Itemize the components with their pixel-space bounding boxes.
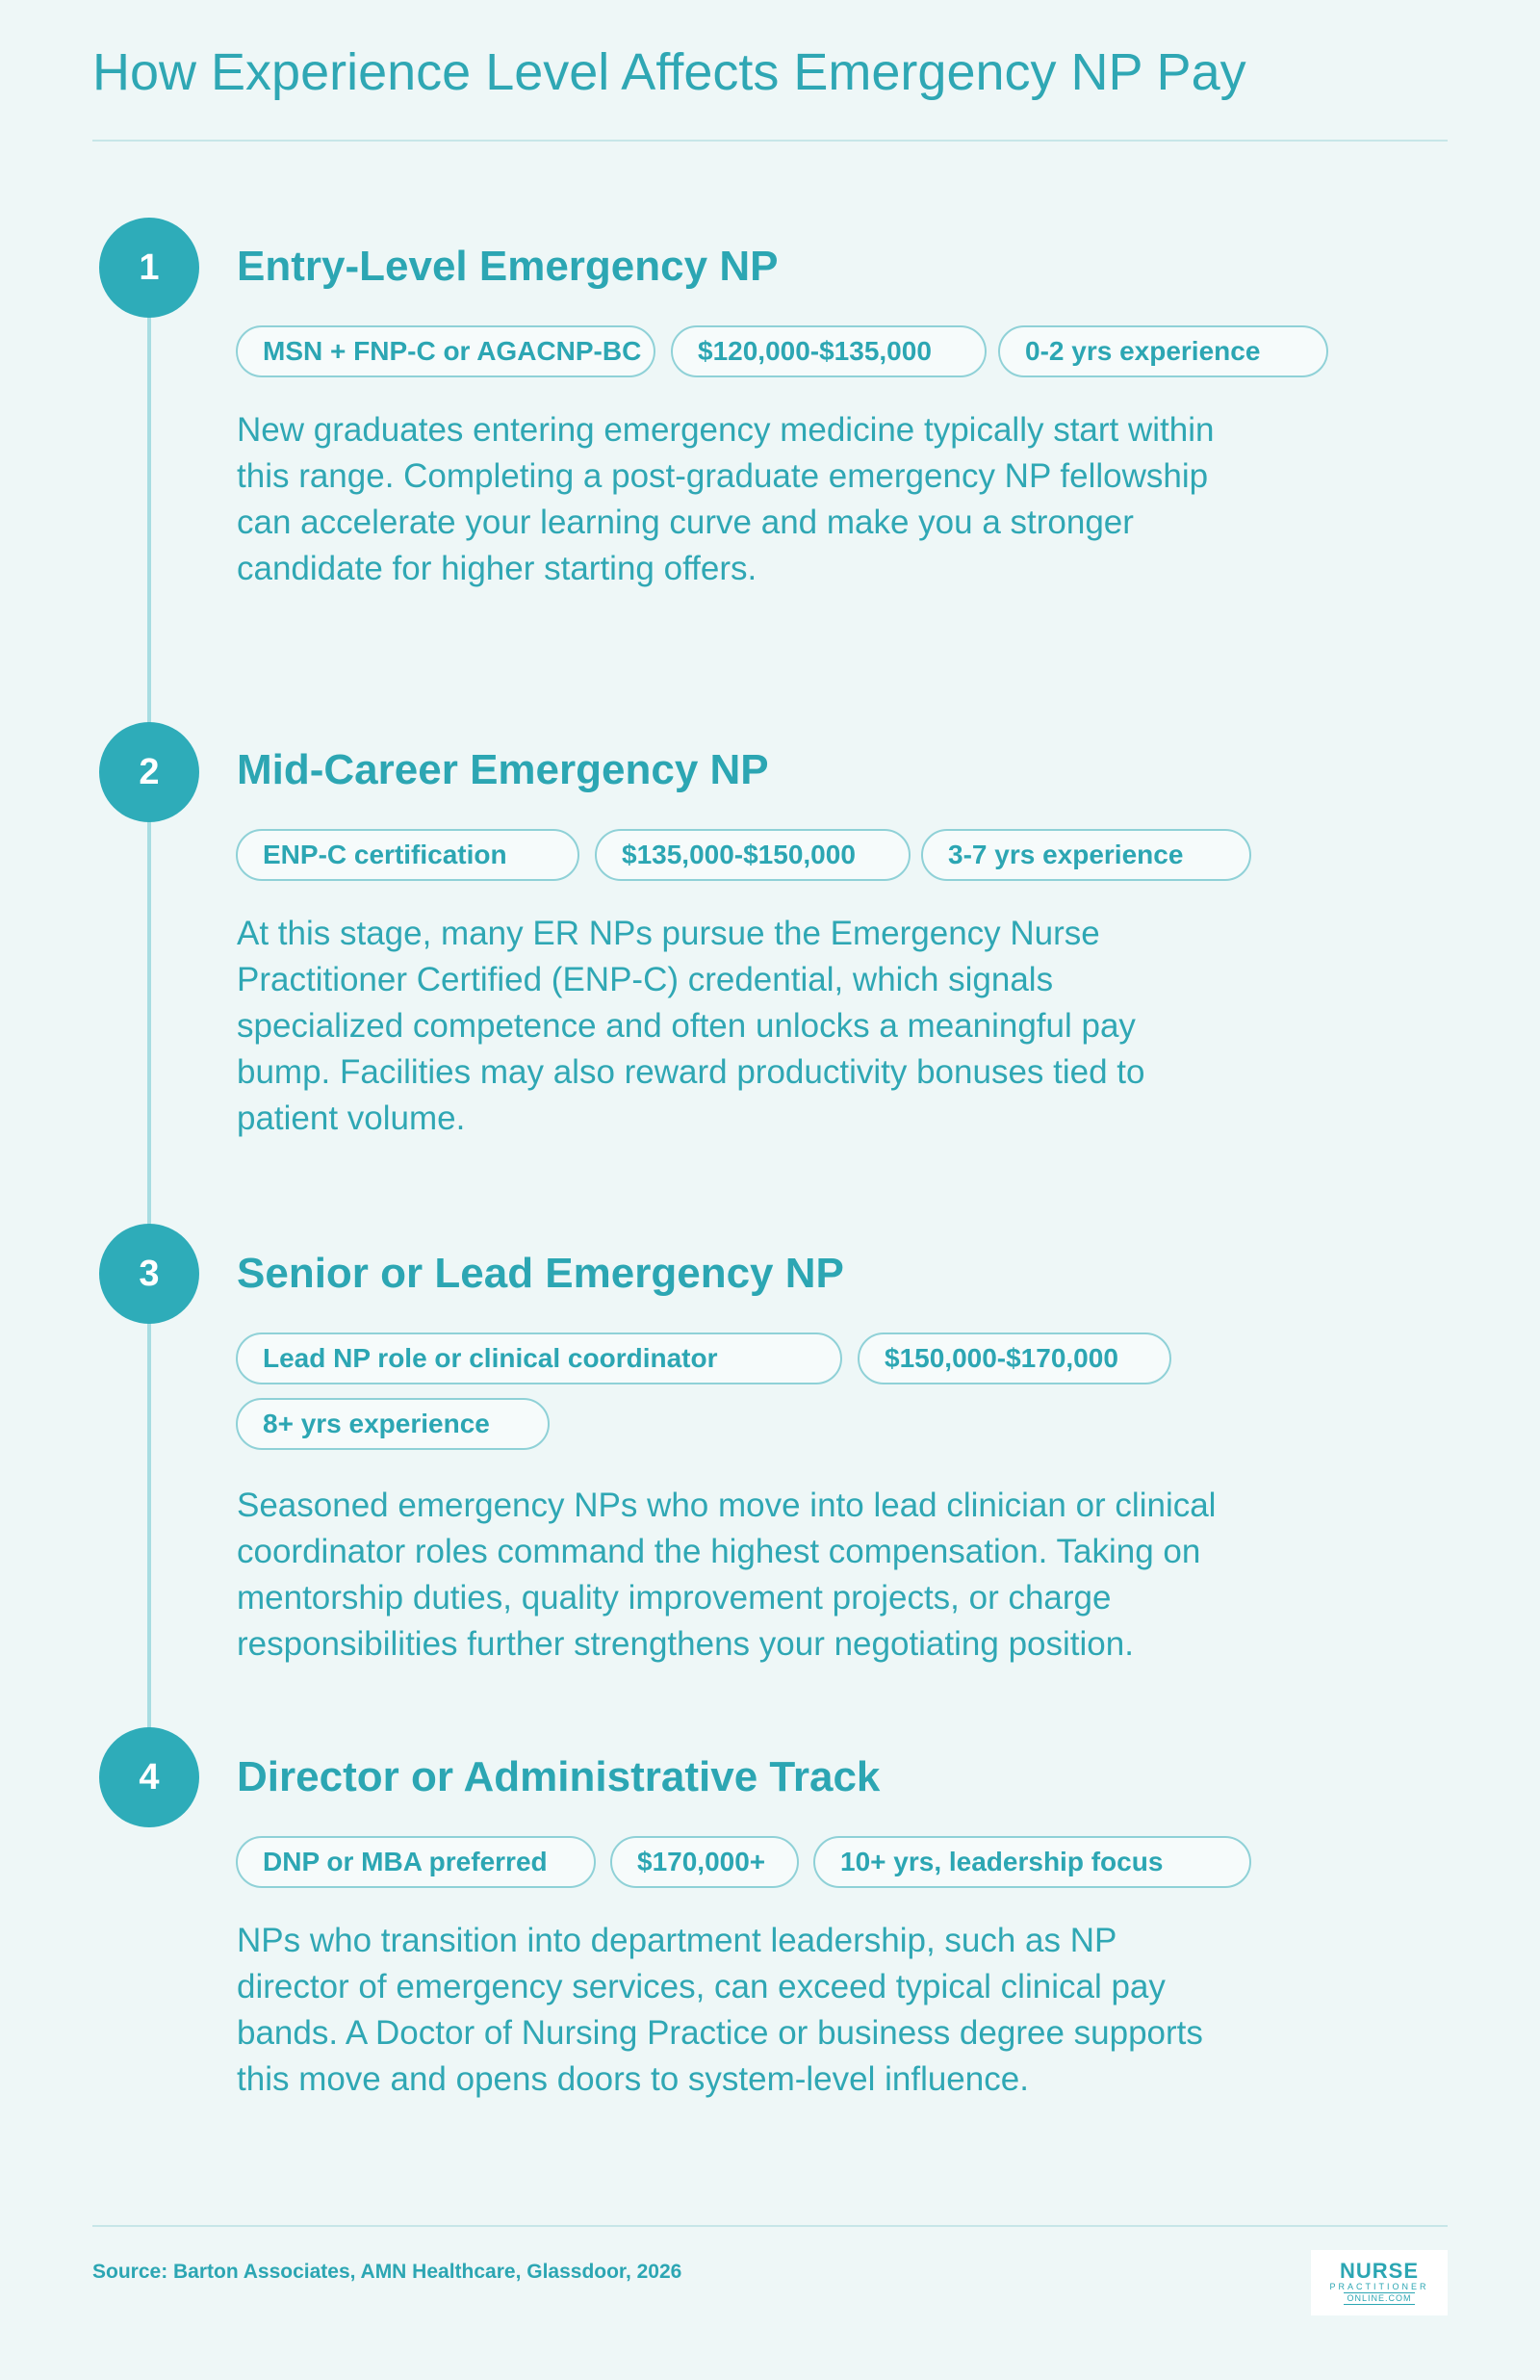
step-description: Seasoned emergency NPs who move into lead clinician or clinical coordinator roles command the highest compensation. Taking on mentorship duties, quality improvement projects, or charge responsibilities further strengthens your negotiating position.: [237, 1487, 1217, 1663]
step-title: Entry-Level Emergency NP: [237, 243, 779, 290]
step-description: At this stage, many ER NPs pursue the Emergency Nurse Practitioner Certified (ENP-C) credential, which signals specialized competence and often unlocks a meaningful pay bump. Facilities may also reward productivity bonuses tied to patient volume.: [237, 915, 1145, 1137]
credential-tag: MSN + FNP-C or AGACNP-BC: [236, 325, 655, 377]
salary-tag: $120,000-$135,000: [671, 325, 987, 377]
experience-tag: 0-2 yrs experience: [998, 325, 1328, 377]
brand-logo: [1311, 2250, 1448, 2315]
step-number-badge: 2: [99, 722, 199, 822]
credential-tag: ENP-C certification: [236, 829, 579, 881]
step-description: NPs who transition into department leadership, such as NP director of emergency services, can exceed typical clinical pay bands. A Doctor of Nursing Practice or business degree supports this move and opens doors to system-level influence.: [237, 1922, 1203, 2098]
footer-divider: [92, 2225, 1448, 2227]
step-number-badge: 3: [99, 1224, 199, 1324]
step-number-badge: 1: [99, 218, 199, 318]
logo-line-1: NURSE: [1339, 2259, 1419, 2283]
credential-tag: DNP or MBA preferred: [236, 1836, 596, 1888]
step-title: Mid-Career Emergency NP: [237, 746, 769, 793]
logo-line-3: ONLINE.COM: [1344, 2292, 1414, 2305]
logo-line-2: PRACTITIONER: [1329, 2282, 1429, 2291]
credential-tag: Lead NP role or clinical coordinator: [236, 1332, 842, 1384]
salary-tag: $170,000+: [610, 1836, 799, 1888]
page-title: How Experience Level Affects Emergency NP Pay: [92, 43, 1246, 101]
step-description: New graduates entering emergency medicine typically start within this range. Completing a post-graduate emergency NP fellowship can accelerate your learning curve and make you a stronger candidate for higher starting offers.: [237, 411, 1215, 587]
step-number-badge: 4: [99, 1727, 199, 1827]
step-title: Senior or Lead Emergency NP: [237, 1250, 844, 1297]
salary-tag: $135,000-$150,000: [595, 829, 911, 881]
header-divider: [92, 140, 1448, 142]
step-title: Director or Administrative Track: [237, 1753, 881, 1800]
salary-tag: $150,000-$170,000: [858, 1332, 1171, 1384]
experience-tag: 3-7 yrs experience: [921, 829, 1251, 881]
experience-tag: 10+ yrs, leadership focus: [813, 1836, 1251, 1888]
source-note: Source: Barton Associates, AMN Healthcare, Glassdoor, 2026: [92, 2261, 682, 2283]
timeline-line: [147, 270, 151, 1743]
experience-tag: 8+ yrs experience: [236, 1398, 550, 1450]
